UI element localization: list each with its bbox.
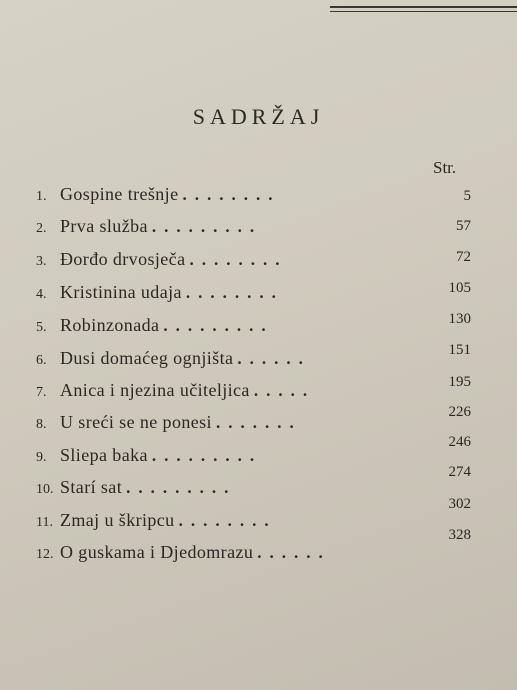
toc-entry — [36, 510, 277, 531]
entry-number: 12. — [36, 547, 54, 562]
entry-title: Zmaj u škripcu — [60, 510, 175, 530]
entry-number: 5. — [36, 320, 47, 335]
entry-title: Robinzonada — [60, 315, 160, 335]
entry-title: Anica i njezina učiteljica — [60, 380, 250, 400]
leader-dots: ......... — [151, 446, 263, 465]
entry-page: 226 — [448, 404, 471, 420]
entry-number: 8. — [36, 417, 47, 432]
entry-page: 105 — [448, 280, 471, 296]
toc-entry — [36, 542, 331, 563]
entry-title: O guskama i Djedomrazu — [60, 542, 254, 562]
entry-page: 328 — [448, 527, 471, 543]
entry-number: 11. — [36, 515, 53, 530]
entry-number: 1. — [36, 189, 47, 204]
leader-dots: ........ — [178, 511, 277, 530]
toc-entry — [36, 315, 274, 336]
leader-dots: ......... — [151, 217, 263, 236]
entry-title: Starí sat — [60, 477, 123, 497]
leader-dots: ......... — [126, 478, 237, 497]
entry-title: Prva služba — [60, 216, 148, 236]
page-title: SADRŽAJ — [192, 104, 325, 129]
leader-dots: ...... — [257, 543, 331, 562]
entry-title: Gospine trešnje — [60, 184, 179, 204]
entry-title: Kristinina udaja — [60, 282, 182, 302]
entry-number: 6. — [36, 353, 47, 368]
toc-entry — [36, 184, 280, 205]
leader-dots: ........ — [182, 185, 281, 204]
entry-title: Sliepa baka — [60, 445, 148, 465]
toc-entry — [36, 216, 262, 237]
entry-page: 195 — [448, 374, 471, 390]
entry-number: 7. — [36, 385, 47, 400]
toc-entry — [36, 348, 311, 369]
leader-dots: ........ — [185, 283, 284, 302]
toc-entry — [36, 249, 287, 270]
entry-title: Dusi domaćeg ognjišta — [60, 348, 234, 368]
entry-page: 302 — [448, 496, 471, 512]
toc-entry — [36, 412, 302, 433]
leader-dots: ...... — [237, 349, 311, 368]
entry-number: 3. — [36, 254, 47, 269]
entry-title: Đorđo drvosječa — [60, 249, 186, 269]
entry-page: 57 — [456, 218, 471, 234]
entry-page: 274 — [448, 464, 471, 480]
entry-number: 4. — [36, 287, 47, 302]
toc-entry — [36, 445, 262, 466]
entry-page: 5 — [463, 188, 471, 204]
entry-number: 9. — [36, 450, 47, 465]
entry-page: 246 — [448, 434, 471, 450]
entry-page: 72 — [456, 249, 471, 265]
entry-page: 151 — [448, 342, 471, 358]
page-column-label: Str. — [433, 158, 457, 177]
entry-page: 130 — [448, 311, 471, 327]
entry-title: U sreći se ne ponesi — [60, 412, 212, 432]
leader-dots: ......... — [163, 316, 274, 335]
leader-dots: ..... — [253, 381, 316, 400]
leader-dots: ........ — [189, 250, 288, 269]
entry-number: 2. — [36, 221, 47, 236]
entry-number: 10. — [36, 482, 54, 497]
toc-entry — [36, 380, 315, 401]
leader-dots: ....... — [215, 413, 302, 432]
toc-entry — [36, 282, 284, 303]
toc-entry — [36, 477, 236, 498]
